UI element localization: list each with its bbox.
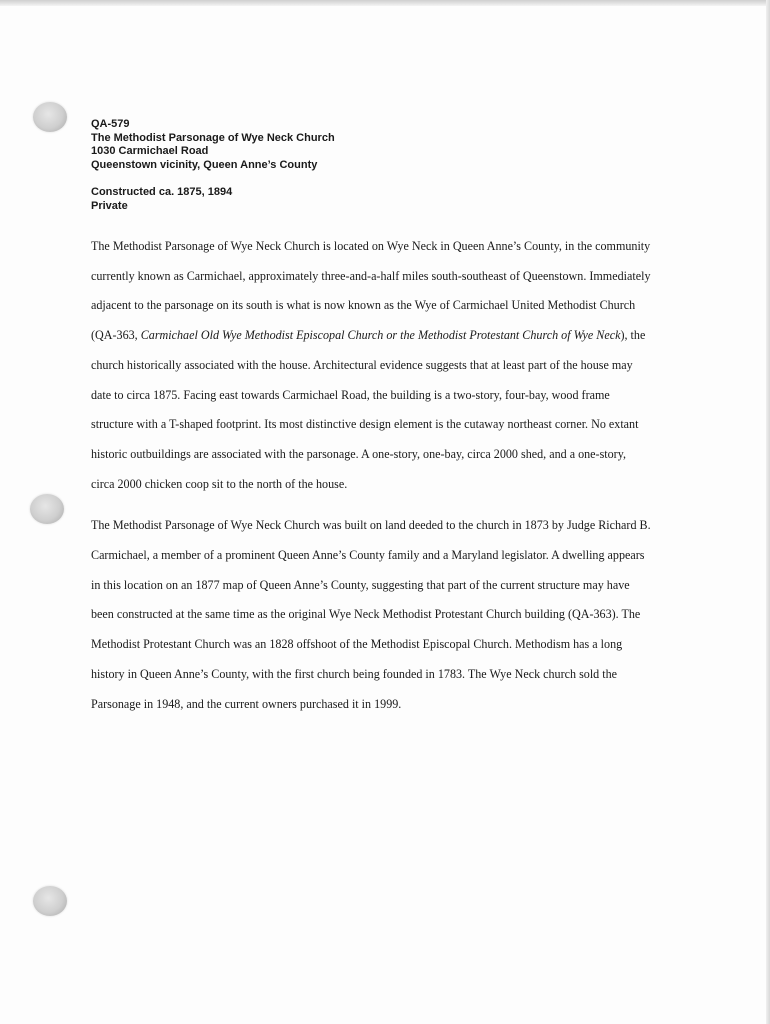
- paragraph-history: [91, 511, 673, 719]
- text-line: The Methodist Parsonage of Wye Neck Church was built on land deeded to the church in 1873 by Judge Richard B.: [91, 518, 651, 533]
- text-line: adjacent to the parsonage on its south is what is now known as the Wye of Carmichael United Methodist Church: [91, 298, 636, 313]
- ownership: Private: [91, 199, 128, 212]
- punch-hole-top: [33, 102, 67, 132]
- church-alt-name: Carmichael Old Wye Methodist Episcopal Church or the Methodist Protestant Church of Wye Neck: [140, 328, 621, 343]
- punch-hole-bottom: [33, 886, 67, 916]
- text-line: circa 2000 chicken coop sit to the north of the house.: [91, 476, 348, 491]
- property-name: The Methodist Parsonage of Wye Neck Church: [91, 131, 335, 144]
- text-line: in this location on an 1877 map of Queen Anne’s County, suggesting that part of the current structure may have: [91, 577, 630, 592]
- site-id: QA-579: [91, 118, 130, 130]
- page-right-edge: [766, 0, 770, 1024]
- text-line: church historically associated with the house. Architectural evidence suggests that at least part of the house may: [91, 357, 633, 372]
- text-line: currently known as Carmichael, approximately three-and-a-half miles south-southeast of Queenstown. Immediately: [91, 268, 651, 283]
- text-line: Carmichael, a member of a prominent Queen Anne’s County family and a Maryland legislator. A dwelling appears: [91, 548, 645, 563]
- text-line: Methodist Protestant Church was an 1828 offshoot of the Methodist Episcopal Church. Methodism has a long: [91, 637, 623, 652]
- paragraph-description: [91, 232, 673, 499]
- text-fragment: ), the: [620, 328, 646, 343]
- text-line: [91, 321, 673, 351]
- text-line: The Methodist Parsonage of Wye Neck Church is located on Wye Neck in Queen Anne’s County, in the community: [91, 239, 651, 253]
- text-line: structure with a T-shaped footprint. Its most distinctive design element is the cutaway northeast corner. No extant: [91, 417, 639, 432]
- text-fragment: (QA-363,: [91, 328, 141, 343]
- text-line: been constructed at the same time as the original Wye Neck Methodist Protestant Church building (QA-363). The: [91, 607, 641, 622]
- page-top-edge: [0, 0, 770, 6]
- document-body: [91, 232, 673, 719]
- text-line: date to circa 1875. Facing east towards Carmichael Road, the building is a two-story, four-bay, wood frame: [91, 387, 610, 402]
- text-line: historic outbuildings are associated with the parsonage. A one-story, one-bay, circa 2000 shed, and a one-story,: [91, 446, 626, 461]
- property-vicinity: Queenstown vicinity, Queen Anne’s County: [91, 158, 318, 171]
- punch-hole-middle: [30, 494, 64, 524]
- text-line: Parsonage in 1948, and the current owners purchased it in 1999.: [91, 696, 402, 711]
- construction-date: Constructed ca. 1875, 1894: [91, 186, 233, 198]
- text-line: history in Queen Anne’s County, with the first church being founded in 1783. The Wye Neck church sold the: [91, 666, 618, 681]
- property-address: 1030 Carmichael Road: [91, 145, 209, 157]
- document-header: [91, 118, 691, 213]
